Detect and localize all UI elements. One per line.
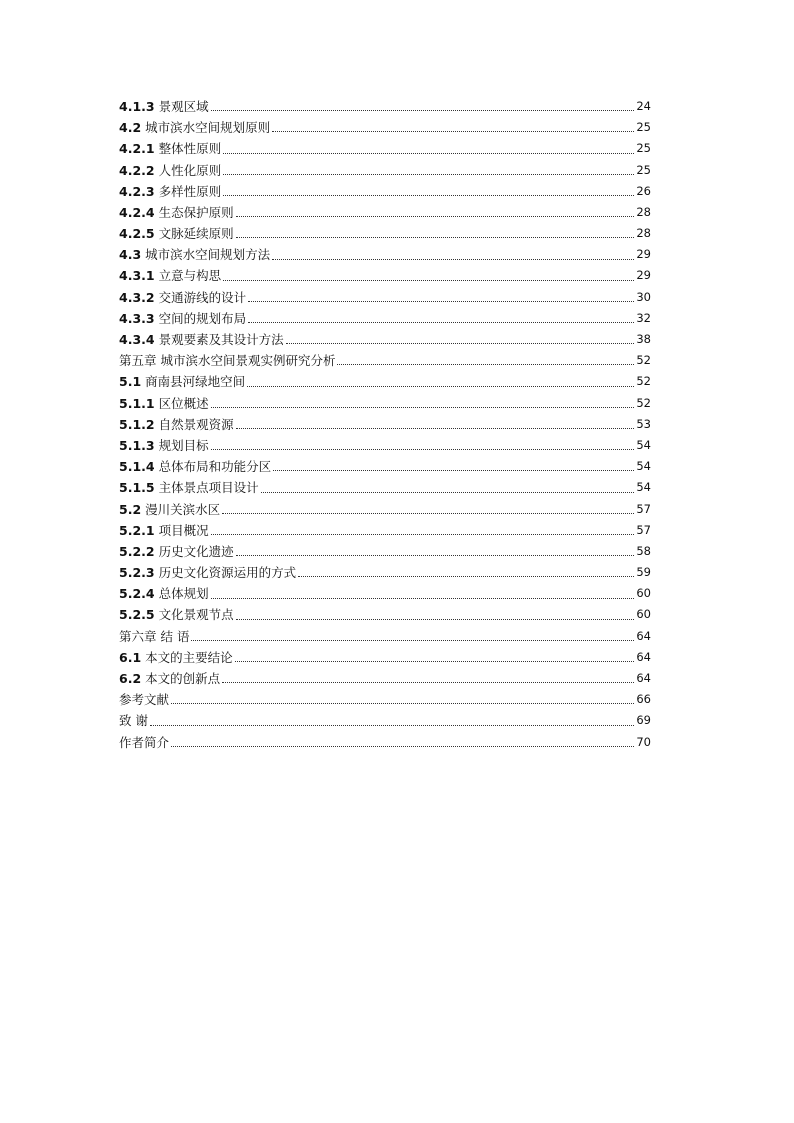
toc-dot-leader — [261, 492, 635, 493]
toc-entry[interactable] — [119, 308, 651, 329]
toc-entry-title: 本文的创新点 — [145, 671, 221, 687]
toc-entry-page-number: 25 — [636, 162, 651, 177]
toc-entry-title: 主体景点项目设计 — [158, 480, 259, 496]
toc-entry-title: 人性化原则 — [158, 162, 222, 178]
toc-entry-title: 城市滨水空间规划方法 — [145, 247, 271, 263]
toc-entry[interactable] — [119, 541, 651, 562]
toc-entry[interactable] — [119, 647, 651, 668]
toc-entry-page-number: 60 — [636, 586, 651, 601]
toc-entry-page-number: 57 — [636, 522, 651, 537]
toc-dot-leader — [171, 703, 634, 704]
toc-entry-page-number: 54 — [636, 459, 651, 474]
toc-entry-title: 自然景观资源 — [158, 416, 234, 432]
toc-dot-leader — [223, 195, 634, 196]
toc-entry[interactable] — [119, 520, 651, 541]
toc-dot-leader — [236, 237, 635, 238]
toc-entry-number: 5.2.1 — [119, 522, 155, 538]
toc-entry[interactable] — [119, 605, 651, 626]
toc-entry[interactable] — [119, 732, 651, 753]
toc-entry-page-number: 32 — [636, 310, 651, 325]
toc-entry-page-number: 28 — [636, 226, 651, 241]
toc-entry-title: 历史文化资源运用的方式 — [158, 565, 297, 581]
toc-entry-title: 整体性原则 — [158, 141, 222, 157]
toc-entry-number: 4.2 — [119, 120, 142, 136]
toc-dot-leader — [171, 746, 634, 747]
toc-entry[interactable] — [119, 160, 651, 181]
toc-entry-title: 商南县河绿地空间 — [145, 374, 246, 390]
toc-entry[interactable] — [119, 117, 651, 138]
toc-entry[interactable] — [119, 96, 651, 117]
toc-entry[interactable] — [119, 181, 651, 202]
toc-entry-page-number: 29 — [636, 247, 651, 262]
toc-entry-title: 作者简介 — [119, 734, 170, 750]
toc-entry[interactable] — [119, 710, 651, 731]
toc-entry-number: 5.1.4 — [119, 459, 155, 475]
toc-dot-leader — [211, 407, 635, 408]
toc-entry-title: 文化景观节点 — [158, 607, 234, 623]
toc-dot-leader — [236, 619, 635, 620]
toc-entry[interactable] — [119, 668, 651, 689]
toc-dot-leader — [236, 555, 635, 556]
toc-dot-leader — [222, 682, 634, 683]
toc-entry-page-number: 28 — [636, 204, 651, 219]
toc-entry-number: 4.3.4 — [119, 332, 155, 348]
toc-entry-title: 交通游线的设计 — [158, 289, 247, 305]
toc-entry-page-number: 60 — [636, 607, 651, 622]
toc-dot-leader — [211, 110, 635, 111]
toc-dot-leader — [273, 470, 634, 471]
toc-dot-leader — [248, 322, 634, 323]
toc-entry-page-number: 64 — [636, 671, 651, 686]
toc-entry-page-number: 52 — [636, 395, 651, 410]
toc-entry-title: 空间的规划布局 — [158, 310, 247, 326]
toc-entry-number: 6.1 — [119, 649, 142, 665]
toc-entry-page-number: 58 — [636, 543, 651, 558]
toc-entry[interactable] — [119, 371, 651, 392]
toc-dot-leader — [211, 449, 635, 450]
toc-entry-number: 4.2.2 — [119, 162, 155, 178]
toc-dot-leader — [272, 131, 634, 132]
toc-entry-page-number: 30 — [636, 289, 651, 304]
toc-entry-title: 历史文化遗迹 — [158, 543, 234, 559]
toc-entry-number: 4.3.3 — [119, 310, 155, 326]
toc-entry[interactable] — [119, 477, 651, 498]
toc-entry-title: 区位概述 — [158, 395, 209, 411]
toc-entry-title: 城市滨水空间规划原则 — [145, 120, 271, 136]
toc-entry[interactable] — [119, 499, 651, 520]
toc-entry[interactable] — [119, 244, 651, 265]
toc-entry-title: 本文的主要结论 — [145, 649, 233, 665]
toc-entry-number: 4.2.1 — [119, 141, 155, 157]
toc-entry-title: 总体规划 — [158, 586, 209, 602]
toc-entry-number: 6.2 — [119, 671, 142, 687]
toc-entry[interactable] — [119, 329, 651, 350]
toc-entry-title: 景观要素及其设计方法 — [158, 332, 284, 348]
toc-entry-page-number: 54 — [636, 437, 651, 452]
toc-dot-leader — [236, 216, 635, 217]
toc-entry-page-number: 25 — [636, 141, 651, 156]
toc-dot-leader — [223, 153, 634, 154]
toc-entry-page-number: 38 — [636, 332, 651, 347]
toc-entry-title: 多样性原则 — [158, 183, 222, 199]
toc-entry-number: 4.2.5 — [119, 226, 155, 242]
toc-entry-number: 5.2.3 — [119, 565, 155, 581]
toc-entry-number: 4.3 — [119, 247, 142, 263]
toc-entry[interactable] — [119, 689, 651, 710]
toc-entry-page-number: 64 — [636, 649, 651, 664]
toc-entry-number: 5.1.1 — [119, 395, 155, 411]
toc-entry[interactable] — [119, 435, 651, 456]
toc-dot-leader — [191, 640, 634, 641]
toc-entry[interactable] — [119, 626, 651, 647]
toc-entry-page-number: 24 — [636, 98, 651, 113]
toc-entry[interactable] — [119, 266, 651, 287]
toc-entry-number: 4.2.4 — [119, 204, 155, 220]
toc-dot-leader — [150, 725, 634, 726]
toc-entry[interactable] — [119, 562, 651, 583]
toc-dot-leader — [298, 576, 634, 577]
toc-entry[interactable] — [119, 223, 651, 244]
toc-entry-page-number: 52 — [636, 374, 651, 389]
toc-dot-leader — [247, 386, 634, 387]
toc-entry-number: 4.1.3 — [119, 98, 155, 114]
toc-dot-leader — [223, 280, 634, 281]
toc-dot-leader — [222, 513, 634, 514]
toc-entry[interactable] — [119, 350, 651, 371]
toc-entry-title: 致 谢 — [119, 713, 148, 729]
toc-entry-title: 规划目标 — [158, 437, 209, 453]
toc-entry-number: 5.1 — [119, 374, 142, 390]
toc-dot-leader — [211, 598, 635, 599]
toc-entry-title: 文脉延续原则 — [158, 226, 234, 242]
toc-entry-number: 5.2 — [119, 501, 142, 517]
toc-dot-leader — [248, 301, 634, 302]
toc-entry-page-number: 54 — [636, 480, 651, 495]
toc-entry[interactable] — [119, 456, 651, 477]
toc-entry-page-number: 25 — [636, 120, 651, 135]
toc-entry-title: 项目概况 — [158, 522, 209, 538]
toc-entry-number: 5.2.5 — [119, 607, 155, 623]
toc-entry-page-number: 59 — [636, 565, 651, 580]
toc-entry-number: 5.2.2 — [119, 543, 155, 559]
toc-entry-number: 5.1.2 — [119, 416, 155, 432]
toc-entry-page-number: 64 — [636, 628, 651, 643]
toc-entry-number: 4.3.2 — [119, 289, 155, 305]
toc-entry-page-number: 70 — [636, 734, 651, 749]
toc-entry-title: 立意与构思 — [158, 268, 222, 284]
toc-entry-page-number: 53 — [636, 416, 651, 431]
toc-dot-leader — [236, 428, 635, 429]
toc-entry-title: 第六章 结 语 — [119, 628, 190, 644]
toc-entry-page-number: 57 — [636, 501, 651, 516]
toc-entry[interactable] — [119, 138, 651, 159]
toc-entry-number: 4.3.1 — [119, 268, 155, 284]
toc-entry-page-number: 29 — [636, 268, 651, 283]
toc-entry[interactable] — [119, 583, 651, 604]
toc-entry[interactable] — [119, 393, 651, 414]
toc-entry-number: 4.2.3 — [119, 183, 155, 199]
toc-entry-number: 5.2.4 — [119, 586, 155, 602]
toc-dot-leader — [337, 364, 634, 365]
toc-entry-title: 总体布局和功能分区 — [158, 459, 272, 475]
toc-entry-page-number: 26 — [636, 183, 651, 198]
toc-entry-title: 漫川关滨水区 — [145, 501, 221, 517]
toc-entry-number: 5.1.3 — [119, 437, 155, 453]
toc-entry-page-number: 66 — [636, 692, 651, 707]
toc-entry[interactable] — [119, 414, 651, 435]
toc-dot-leader — [223, 174, 634, 175]
toc-dot-leader — [286, 343, 635, 344]
toc-entry-number: 5.1.5 — [119, 480, 155, 496]
toc-entry-title: 景观区域 — [158, 98, 209, 114]
table-of-contents — [119, 96, 651, 753]
toc-dot-leader — [235, 661, 635, 662]
toc-entry-title: 第五章 城市滨水空间景观实例研究分析 — [119, 353, 336, 369]
toc-entry-title: 生态保护原则 — [158, 204, 234, 220]
toc-entry-page-number: 52 — [636, 353, 651, 368]
toc-dot-leader — [272, 259, 634, 260]
toc-entry-title: 参考文献 — [119, 692, 170, 708]
toc-entry[interactable] — [119, 287, 651, 308]
toc-entry-page-number: 69 — [636, 713, 651, 728]
toc-entry[interactable] — [119, 202, 651, 223]
toc-dot-leader — [211, 534, 635, 535]
